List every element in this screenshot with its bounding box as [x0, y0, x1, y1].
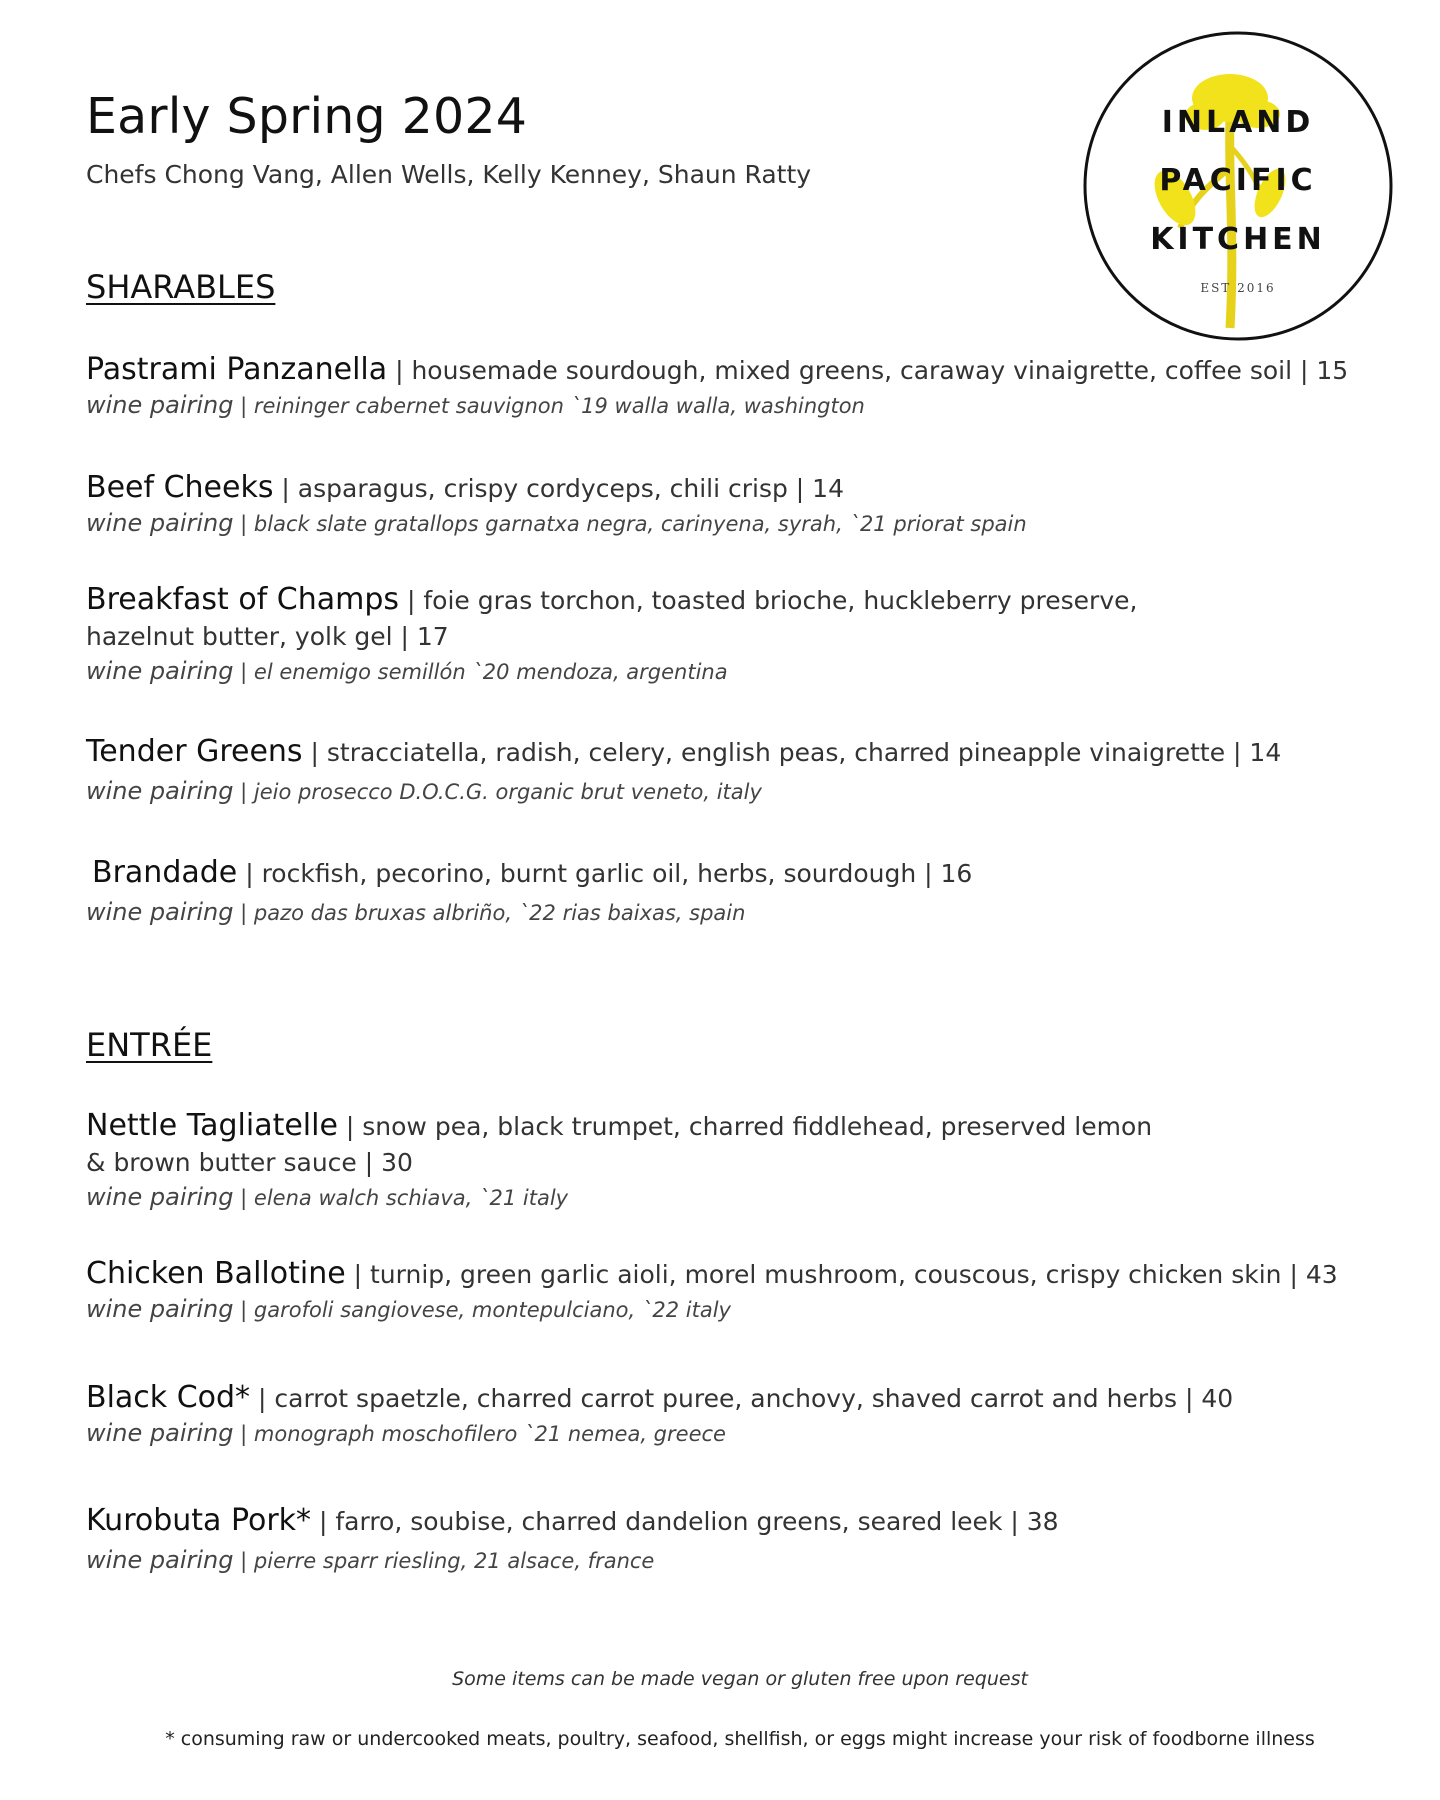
pairing-label: wine pairing — [86, 391, 234, 419]
item-description: | stracciatella, radish, celery, english peas, charred pineapple vinaigrette | 14 — [302, 738, 1282, 767]
item-description: | snow pea, black trumpet, charred fiddlehead, preserved lemon — [337, 1112, 1153, 1141]
item-description: | farro, soubise, charred dandelion greens, seared leek | 38 — [311, 1507, 1059, 1536]
menu-item — [86, 1256, 1386, 1323]
wine-pairing: | pazo das bruxas albriño, `22 rias baixas, spain — [233, 901, 746, 925]
item-name: Brandade — [92, 855, 238, 890]
menu-item — [86, 1503, 1386, 1574]
wine-pairing: | reininger cabernet sauvignon `19 walla walla, washington — [233, 394, 865, 418]
logo-line-1: INLAND — [1161, 105, 1315, 140]
wine-pairing: | jeio prosecco D.O.C.G. organic brut veneto, italy — [233, 780, 762, 804]
pairing-label: wine pairing — [86, 1419, 234, 1447]
wine-pairing: | garofoli sangiovese, montepulciano, `22 italy — [233, 1298, 731, 1322]
raw-food-disclaimer: * consuming raw or undercooked meats, poultry, seafood, shellfish, or eggs might increase your risk of foodborne illness — [165, 1728, 1315, 1750]
wine-pairing: | pierre sparr riesling, 21 alsace, france — [233, 1549, 655, 1573]
menu-item — [86, 470, 1386, 537]
item-name: Breakfast of Champs — [86, 582, 400, 617]
item-name: Pastrami Panzanella — [86, 352, 388, 387]
item-description: | rockfish, pecorino, burnt garlic oil, herbs, sourdough | 16 — [237, 859, 973, 888]
pairing-label: wine pairing — [86, 898, 234, 926]
restaurant-logo — [1080, 28, 1396, 344]
pairing-label: wine pairing — [86, 1295, 234, 1323]
wine-pairing: | monograph moschofilero `21 nemea, greece — [233, 1422, 726, 1446]
item-name: Black Cod* — [86, 1380, 251, 1415]
section-heading-sharables: SHARABLES — [86, 268, 276, 306]
item-name: Nettle Tagliatelle — [86, 1108, 338, 1143]
item-name: Tender Greens — [86, 734, 303, 769]
logo-line-3: KITCHEN — [1150, 222, 1326, 257]
item-description: | carrot spaetzle, charred carrot puree, anchovy, shaved carrot and herbs | 40 — [250, 1384, 1234, 1413]
menu-item — [86, 582, 1386, 685]
page-title: Early Spring 2024 — [86, 88, 528, 145]
menu-item — [86, 352, 1386, 419]
pairing-label: wine pairing — [86, 509, 234, 537]
item-name: Kurobuta Pork* — [86, 1503, 312, 1538]
menu-item — [86, 734, 1386, 805]
menu-item — [86, 1108, 1386, 1211]
item-description: | asparagus, crispy cordyceps, chili crisp | 14 — [273, 474, 844, 503]
wine-pairing: | black slate gratallops garnatxa negra, carinyena, syrah, `21 priorat spain — [233, 512, 1027, 536]
logo-est: EST 2016 — [1200, 281, 1276, 295]
pairing-label: wine pairing — [86, 1183, 234, 1211]
menu-item — [86, 855, 1386, 926]
logo-line-2: PACIFIC — [1159, 163, 1317, 198]
vegan-note: Some items can be made vegan or gluten free upon request — [452, 1668, 1028, 1690]
item-name: Chicken Ballotine — [86, 1256, 346, 1291]
item-description: | foie gras torchon, toasted brioche, huckleberry preserve, — [399, 586, 1138, 615]
wine-pairing: | el enemigo semillón `20 mendoza, argentina — [233, 660, 728, 684]
pairing-label: wine pairing — [86, 657, 234, 685]
item-name: Beef Cheeks — [86, 470, 274, 505]
pairing-label: wine pairing — [86, 1546, 234, 1574]
pairing-label: wine pairing — [86, 777, 234, 805]
item-description: | housemade sourdough, mixed greens, caraway vinaigrette, coffee soil | 15 — [387, 356, 1349, 385]
item-description-continued: & brown butter sauce | 30 — [86, 1148, 413, 1177]
chefs-line: Chefs Chong Vang, Allen Wells, Kelly Kenney, Shaun Ratty — [86, 160, 812, 189]
item-description-continued: hazelnut butter, yolk gel | 17 — [86, 622, 449, 651]
section-heading-entree: ENTRÉE — [86, 1026, 213, 1064]
wine-pairing: | elena walch schiava, `21 italy — [233, 1186, 569, 1210]
item-description: | turnip, green garlic aioli, morel mushroom, couscous, crispy chicken skin | 43 — [345, 1260, 1338, 1289]
menu-item — [86, 1380, 1386, 1447]
